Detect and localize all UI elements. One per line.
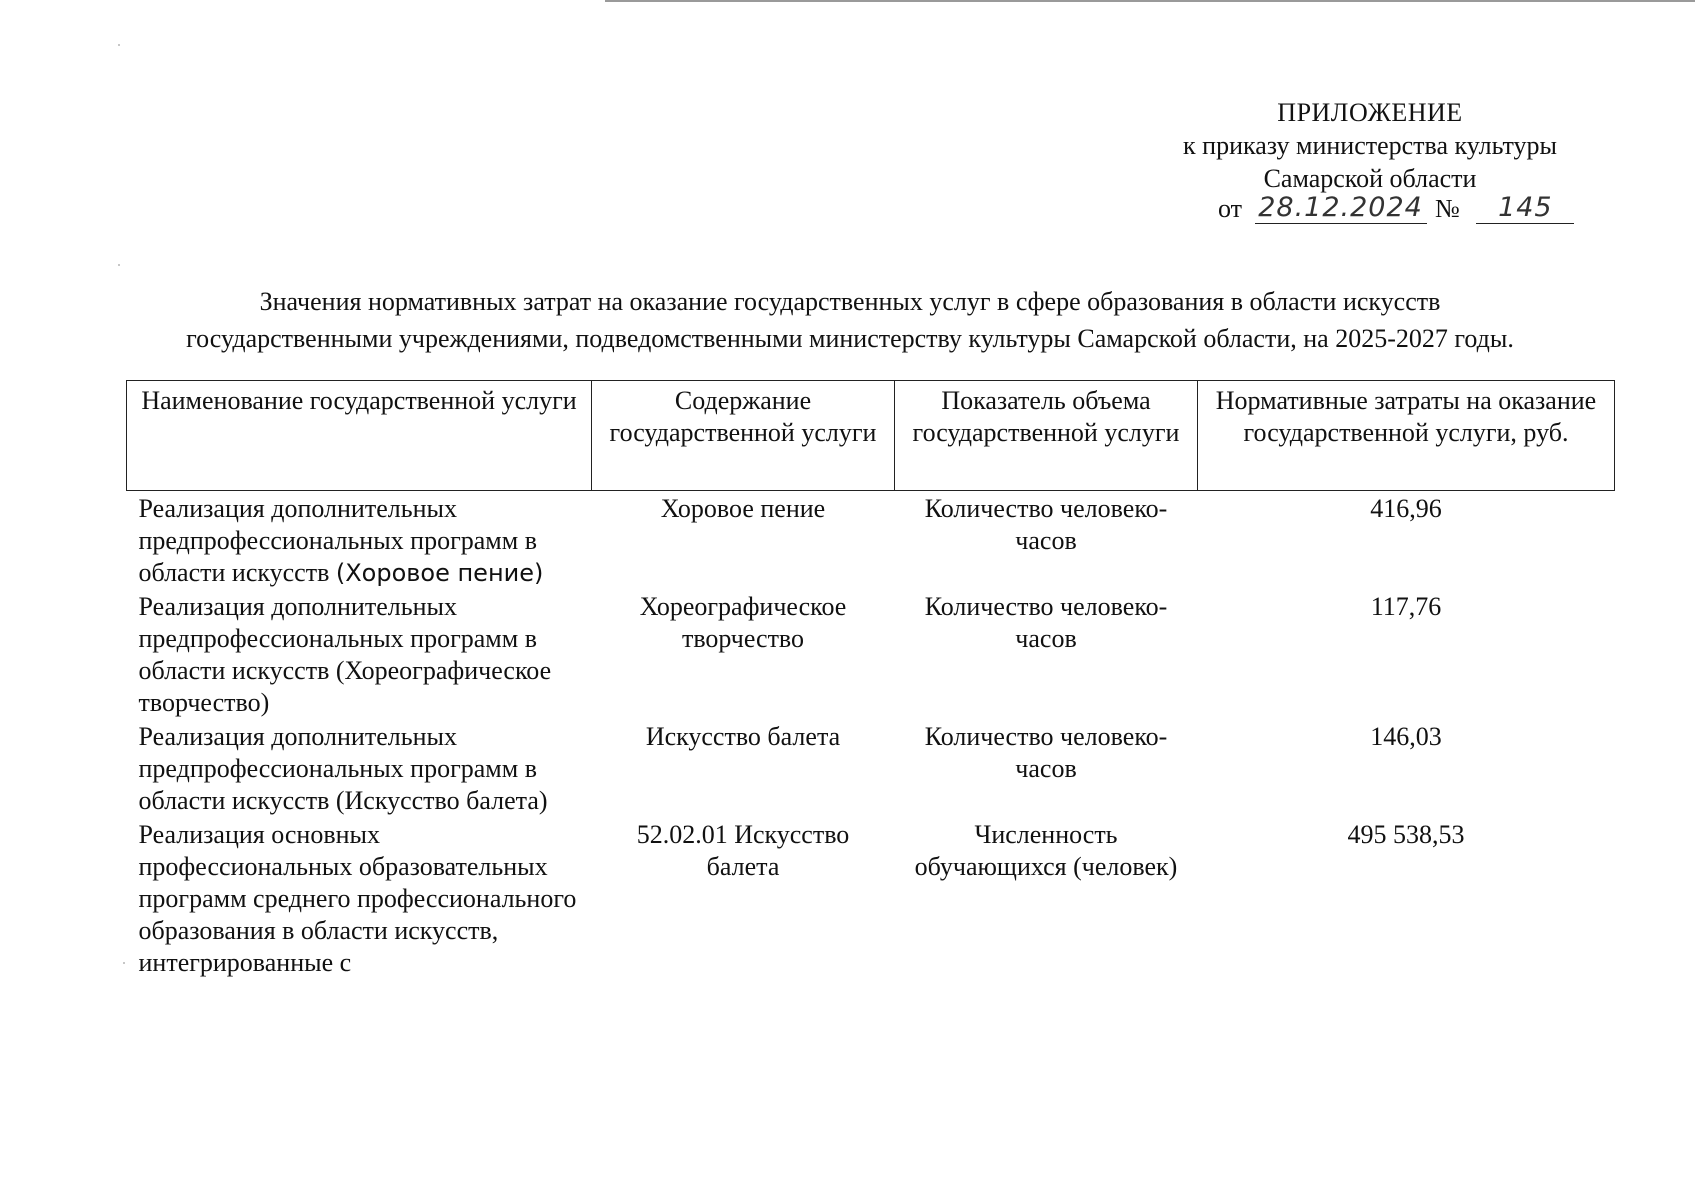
cell-cost: 416,96 xyxy=(1370,494,1442,523)
cell-indicator: Количество человеко-часов xyxy=(924,722,1168,783)
table-row xyxy=(127,491,1615,590)
cell-cost: 146,03 xyxy=(1370,722,1442,751)
cell-service: Реализация дополнительных предпрофессиональных программ в области искусств (Искусство балета) xyxy=(138,722,548,815)
header-cost: Нормативные затраты на оказание государственной услуги, руб. xyxy=(1198,381,1615,491)
from-label: от xyxy=(1218,194,1243,223)
service-text: Реализация дополнительных предпрофессиональных программ в области искусств xyxy=(138,494,537,587)
scan-edge-line xyxy=(605,0,1695,2)
scan-speck xyxy=(118,44,120,46)
table-header-row xyxy=(127,381,1615,491)
table-row xyxy=(127,817,1615,979)
cell-cost: 495 538,53 xyxy=(1347,820,1465,849)
handwritten-number: 145 xyxy=(1476,193,1574,224)
cell-content: 52.02.01 Искусство балета xyxy=(636,820,850,881)
table-row xyxy=(127,589,1615,719)
cell-cost: 117,76 xyxy=(1370,592,1442,621)
document-title-line: государственными учреждениями, подведомственными министерству культуры Самарской области, на 2025-2027 годы. xyxy=(186,324,1514,353)
appendix-block xyxy=(1120,96,1620,195)
appendix-line: Самарской области xyxy=(1263,164,1477,193)
number-label: № xyxy=(1435,194,1460,223)
scan-speck xyxy=(123,962,125,964)
cell-service: Реализация дополнительных предпрофессиональных программ в области искусств (Хореографическое творчество) xyxy=(138,592,552,717)
cell-service xyxy=(127,491,592,590)
table-row xyxy=(127,719,1615,817)
order-reference xyxy=(1218,193,1574,229)
document-title-line: Значения нормативных затрат на оказание государственных услуг в сфере образования в области искусств xyxy=(259,287,1441,316)
cell-service: Реализация основных профессиональных образовательных программ среднего профессионального образования в области искусств, интегрированные с xyxy=(138,820,577,977)
cost-table xyxy=(126,380,1615,979)
cell-indicator: Количество человеко-часов xyxy=(924,592,1168,653)
appendix-title: ПРИЛОЖЕНИЕ xyxy=(1277,98,1463,127)
cell-content: Искусство балета xyxy=(645,722,841,751)
cell-indicator: Количество человеко-часов xyxy=(924,494,1168,555)
cell-content: Хореографическое творчество xyxy=(639,592,847,653)
cell-indicator: Численность обучающихся (человек) xyxy=(914,820,1178,881)
service-text-tail: (Хоровое пение) xyxy=(335,559,544,587)
header-service: Наименование государственной услуги xyxy=(127,381,592,491)
appendix-line: к приказу министерства культуры xyxy=(1183,131,1557,160)
scan-speck xyxy=(118,264,120,266)
header-indicator: Показатель объема государственной услуги xyxy=(895,381,1198,491)
cell-content: Хоровое пение xyxy=(660,494,826,523)
handwritten-date: 28.12.2024 xyxy=(1255,193,1427,224)
header-content: Содержание государственной услуги xyxy=(592,381,895,491)
document-title xyxy=(100,283,1600,357)
